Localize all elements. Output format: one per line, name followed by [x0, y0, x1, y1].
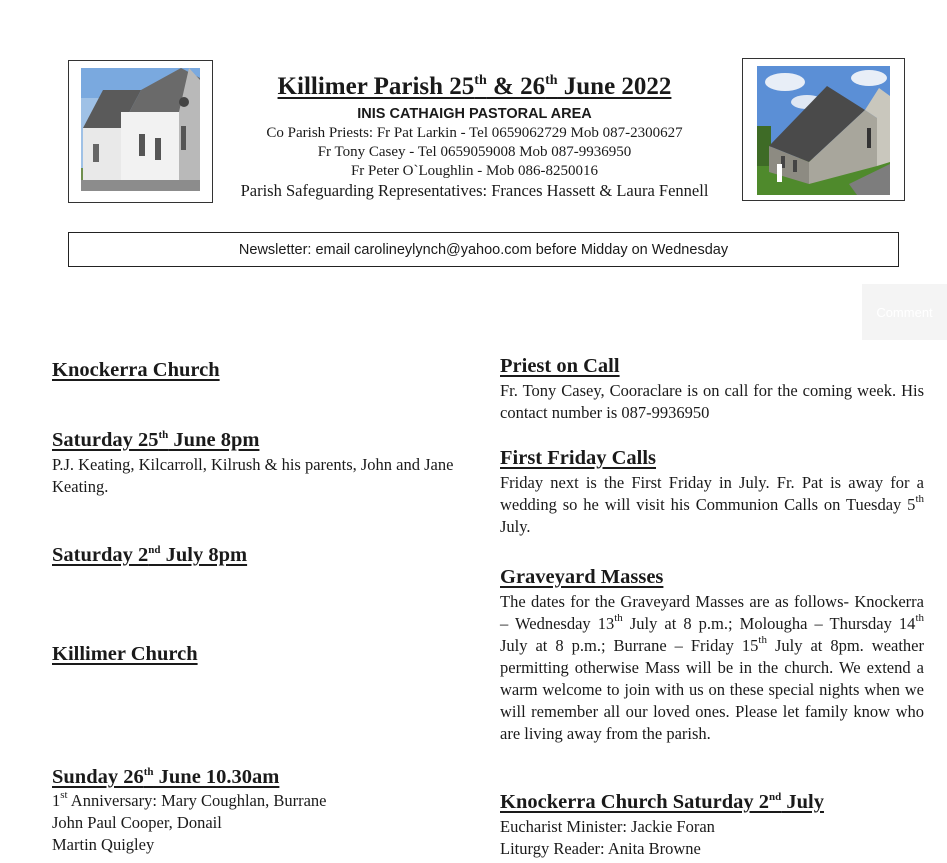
- priest-tony-casey: Fr Tony Casey - Tel 0659059008 Mob 087-9936950: [317, 144, 632, 160]
- liturgy-reader: Liturgy Reader: Anita Browne: [500, 839, 701, 858]
- intention-line: John Paul Cooper, Donail: [52, 813, 222, 832]
- newsletter-notice: Newsletter: email carolineylynch@yahoo.com before Midday on Wednesday: [68, 232, 899, 267]
- knockerra-church-heading: Knockerra Church: [52, 359, 220, 381]
- priest-peter-oloughlin: Fr Peter O`Loughlin - Mob 086-8250016: [350, 163, 599, 179]
- sunday-26-intentions: [52, 790, 462, 856]
- ministers-list: [500, 816, 924, 860]
- priest-on-call-text: Fr. Tony Casey, Cooraclare is on call for the coming week. His contact number is 087-9936950: [500, 381, 924, 422]
- church-photo-left: [68, 60, 213, 203]
- newsletter-title: Killimer Parish 25th & 26th June 2022: [277, 73, 672, 100]
- church-photo-right: [742, 58, 905, 201]
- safeguarding-reps: Parish Safeguarding Representatives: Frances Hassett & Laura Fennell: [240, 181, 709, 200]
- saturday-25-heading: Saturday 25th June 8pm: [52, 429, 260, 451]
- intention-line: Martin Quigley: [52, 835, 155, 854]
- saturday-25-intentions: P.J. Keating, Kilcarroll, Kilrush & his parents, John and Jane Keating.: [52, 455, 454, 496]
- knockerra-saturday-heading: Knockerra Church Saturday 2nd July: [500, 791, 824, 813]
- sunday-26-heading: Sunday 26th June 10.30am: [52, 766, 280, 788]
- killimer-church-heading: Killimer Church: [52, 643, 198, 665]
- first-friday-text: Friday next is the First Friday in July. Fr. Pat is away for a wedding so he will visit his Communion Calls on Tuesday 5th July.: [500, 473, 924, 536]
- graveyard-masses-text: The dates for the Graveyard Masses are as follows- Knockerra – Wednesday 13th July at 8 p.m.; Molougha – Thursday 14th July at 8 p.m.; Burrane – Friday 15th July at 8pm. weather permitting otherwise Mass will be in the church. We extend a warm welcome to join with us on these special nights when we will remember all our loved ones. Please let family know who are living away from the parish.: [500, 592, 924, 743]
- eucharist-minister: Eucharist Minister: Jackie Foran: [500, 817, 715, 836]
- comment-button[interactable]: Comment: [862, 284, 947, 340]
- knockerra-church-image: [757, 66, 890, 195]
- graveyard-masses-heading: Graveyard Masses: [500, 566, 664, 588]
- pastoral-area: INIS CATHAIGH PASTORAL AREA: [357, 106, 592, 122]
- co-parish-priests: Co Parish Priests: Fr Pat Larkin - Tel 0659062729 Mob 087-2300627: [266, 125, 683, 141]
- priest-on-call-heading: Priest on Call: [500, 355, 620, 377]
- saturday-2-heading: Saturday 2nd July 8pm: [52, 544, 248, 566]
- intention-line: 1st Anniversary: Mary Coughlan, Burrane: [52, 789, 327, 810]
- parish-header: [222, 70, 727, 201]
- first-friday-heading: First Friday Calls: [500, 447, 657, 469]
- killimer-church-image: [81, 68, 200, 191]
